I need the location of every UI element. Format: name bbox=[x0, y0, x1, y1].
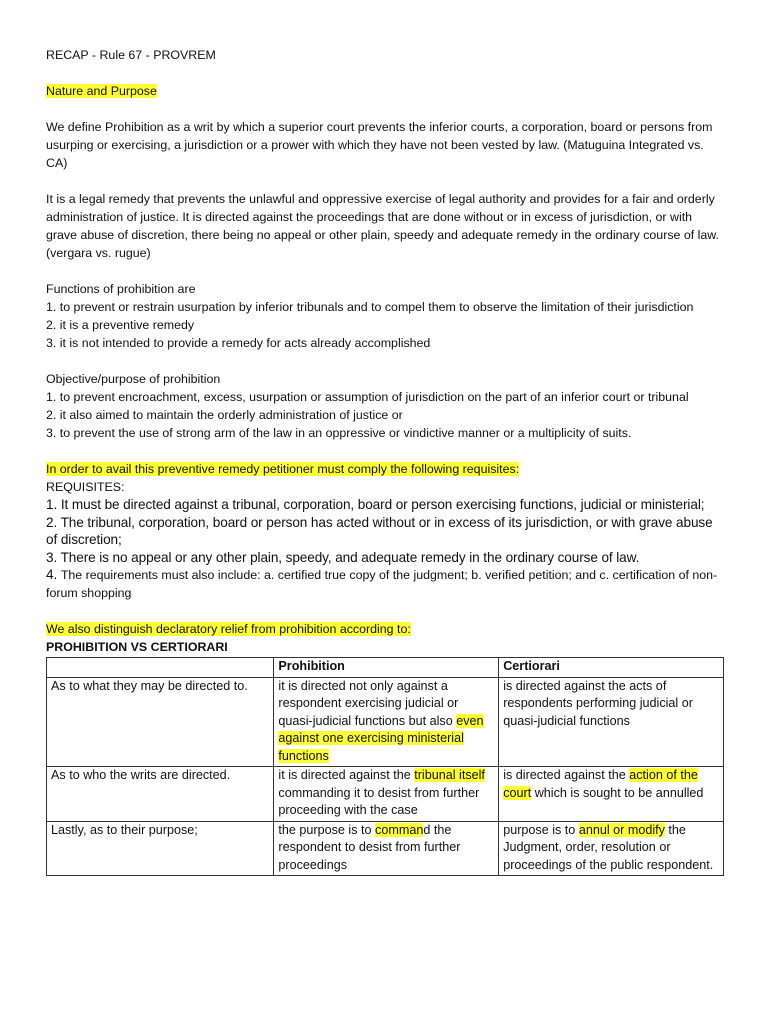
prohibition-cell: the purpose is to command the respondent to desist from further proceedings bbox=[274, 821, 499, 876]
functions-heading: Functions of prohibition are bbox=[46, 282, 196, 296]
requisite-item: 3. There is no appeal or any other plain, speedy, and adequate remedy in the ordinary course of law. bbox=[46, 549, 640, 565]
section-heading-nature: Nature and Purpose bbox=[46, 84, 157, 98]
table-title: PROHIBITION VS CERTIORARI bbox=[46, 640, 228, 654]
objectives-item: 1. to prevent encroachment, excess, usurpation or assumption of jurisdiction on the part of an inferior court or tribunal bbox=[46, 390, 689, 404]
requisite-item: 1. It must be directed against a tribunal, corporation, board or person exercising functions, judicial or ministerial; bbox=[46, 497, 705, 512]
prohibition-cell: it is directed not only against a respondent exercising judicial or quasi-judicial functions but also even against one exercising ministerial functions bbox=[274, 677, 499, 767]
objectives-item: 3. to prevent the use of strong arm of the law in an oppressive or vindictive manner or a multiplicity of suits. bbox=[46, 426, 632, 440]
row-label: As to what they may be directed to. bbox=[47, 677, 274, 767]
table-header-empty bbox=[47, 658, 274, 678]
comparison-table bbox=[46, 657, 724, 876]
table-row bbox=[47, 767, 724, 822]
table-header-row bbox=[47, 658, 724, 678]
requisite-item-4-number: 4. bbox=[46, 567, 61, 582]
table-row bbox=[47, 821, 724, 876]
requisite-item: 2. The tribunal, corporation, board or person has acted without or in excess of its jurisdiction, or with grave abuse of discretion; bbox=[46, 514, 713, 547]
certiorari-cell: is directed against the acts of respondents performing judicial or quasi-judicial functions bbox=[499, 677, 724, 767]
document-title: RECAP - Rule 67 - PROVREM bbox=[46, 48, 216, 62]
certiorari-cell: purpose is to annul or modify the Judgment, order, resolution or proceedings of the public respondent. bbox=[499, 821, 724, 876]
prohibition-cell: it is directed against the tribunal itself commanding it to desist from further proceeding with the case bbox=[274, 767, 499, 822]
paragraph-legal-remedy: It is a legal remedy that prevents the unlawful and oppressive exercise of legal authority and provides for a fair and orderly administration of justice. It is directed against the proceedings that are done without or in excess of jurisdiction, or with grave abuse of discretion, there being no appeal or other plain, speedy and adequate remedy in the ordinary course of law. (vergara vs. rugue) bbox=[46, 192, 719, 260]
distinguish-heading: We also distinguish declaratory relief from prohibition according to: bbox=[46, 622, 411, 636]
functions-item: 1. to prevent or restrain usurpation by inferior tribunals and to compel them to observe the limitation of their jurisdiction bbox=[46, 300, 694, 314]
table-header-certiorari: Certiorari bbox=[499, 658, 724, 678]
row-label: Lastly, as to their purpose; bbox=[47, 821, 274, 876]
objectives-item: 2. it also aimed to maintain the orderly administration of justice or bbox=[46, 408, 403, 422]
requisites-intro: In order to avail this preventive remedy petitioner must comply the following requisites: bbox=[46, 462, 520, 476]
table-header-prohibition: Prohibition bbox=[274, 658, 499, 678]
row-label: As to who the writs are directed. bbox=[47, 767, 274, 822]
requisite-item-4-text: The requirements must also include: a. certified true copy of the judgment; b. verified petition; and c. certification of non-forum shopping bbox=[46, 568, 718, 600]
objectives-heading: Objective/purpose of prohibition bbox=[46, 372, 221, 386]
requisites-heading: REQUISITES: bbox=[46, 480, 125, 494]
functions-item: 3. it is not intended to provide a remedy for acts already accomplished bbox=[46, 336, 431, 350]
paragraph-definition: We define Prohibition as a writ by which a superior court prevents the inferior courts, a corporation, board or persons from usurping or exercising, a jurisdiction or a prower with which they have not been vested by law. (Matuguina Integrated vs. CA) bbox=[46, 120, 713, 170]
document-page bbox=[46, 46, 726, 876]
table-row bbox=[47, 677, 724, 767]
certiorari-cell: is directed against the action of the court which is sought to be annulled bbox=[499, 767, 724, 822]
functions-item: 2. it is a preventive remedy bbox=[46, 318, 195, 332]
